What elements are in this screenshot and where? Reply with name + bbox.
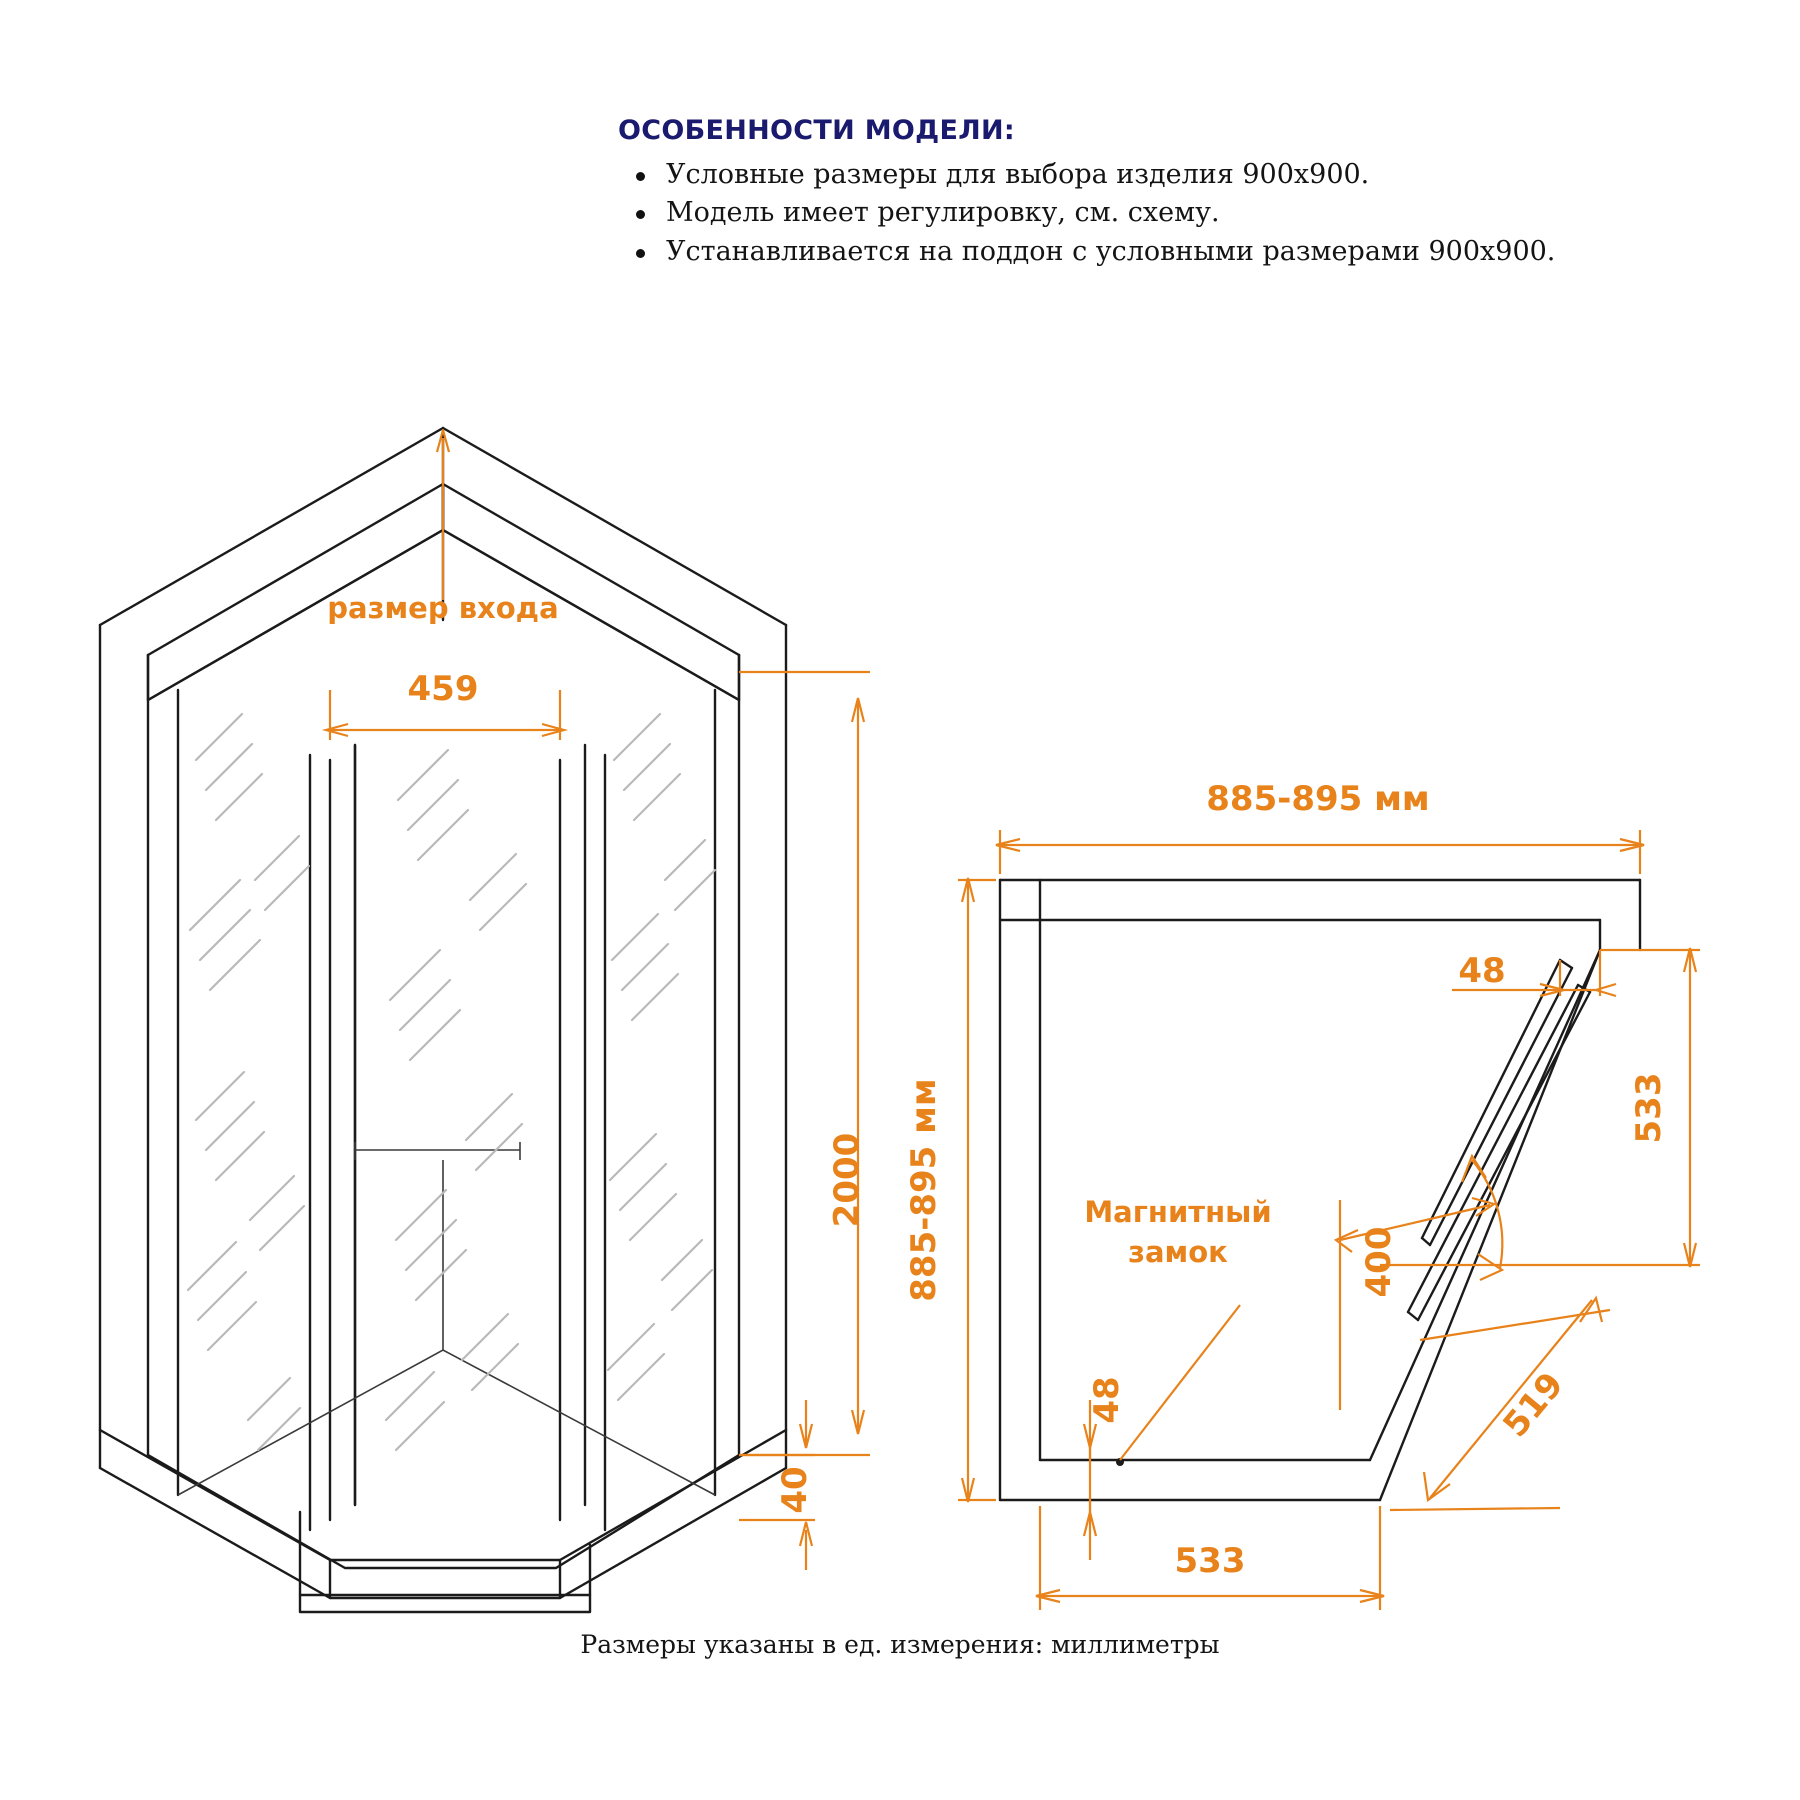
feature-item: Устанавливается на поддон с условными размерами 900x900. bbox=[618, 233, 1678, 271]
plan-depth-value: 885-895 мм bbox=[904, 1078, 944, 1302]
units-footnote: Размеры указаны в ед. измерения: миллиметры bbox=[580, 1630, 1220, 1659]
magnetic-lock-label-line2: замок bbox=[1128, 1235, 1228, 1269]
d48-bottom-value: 48 bbox=[1087, 1376, 1127, 1424]
entrance-label: размер входа bbox=[327, 591, 559, 625]
magnetic-lock-label-line1: Магнитный bbox=[1084, 1195, 1272, 1229]
d519-value: 519 bbox=[1495, 1364, 1572, 1445]
d533-right-value: 533 bbox=[1629, 1072, 1669, 1144]
glass-reflections bbox=[188, 714, 715, 1450]
feature-item: Условные размеры для выбора изделия 900x900. bbox=[618, 156, 1678, 194]
d533-bottom-value: 533 bbox=[1174, 1541, 1246, 1581]
features-title: ОСОБЕННОСТИ МОДЕЛИ: bbox=[618, 115, 1015, 146]
height-value: 2000 bbox=[827, 1132, 867, 1228]
entrance-width-value: 459 bbox=[407, 669, 479, 709]
right-plan-view bbox=[904, 779, 1700, 1610]
feature-item: Модель имеет регулировку, см. схему. bbox=[618, 194, 1678, 232]
plan-width-value: 885-895 мм bbox=[1206, 779, 1430, 819]
d400-value: 400 bbox=[1359, 1226, 1399, 1298]
left-isometric-view bbox=[100, 428, 870, 1612]
base-height-value: 40 bbox=[775, 1466, 815, 1514]
d48-top-value: 48 bbox=[1458, 951, 1506, 991]
